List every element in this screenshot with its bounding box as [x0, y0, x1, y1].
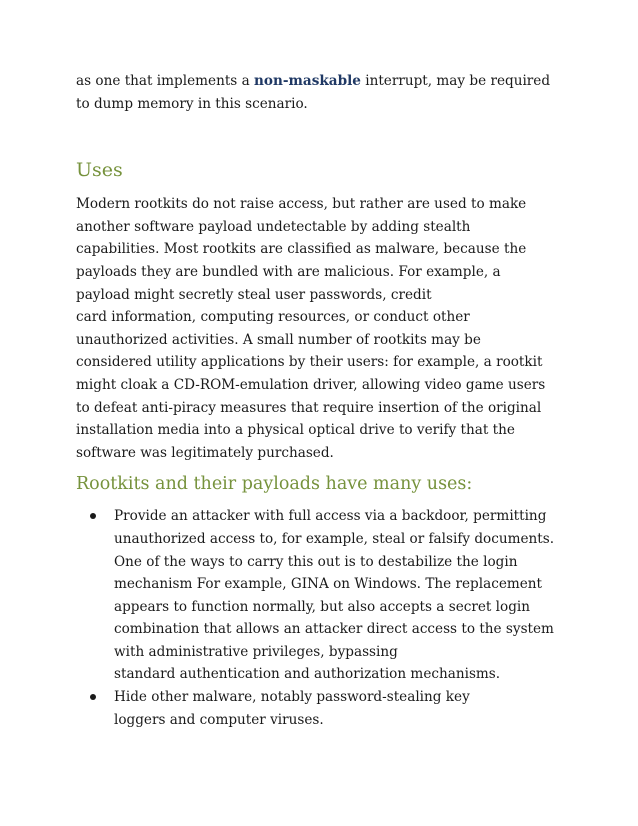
intro-line-1: as one that implements a non-maskable interrupt, may be required: [76, 73, 551, 89]
bullet-line: appears to function normally, but also accepts a secret login: [114, 598, 531, 615]
uses-heading: Uses: [76, 159, 123, 182]
uses-line: capabilities. Most rootkits are classified as malware, because the: [76, 241, 527, 258]
intro-line-2: to dump memory in this scenario.: [76, 95, 308, 112]
uses-line: Modern rootkits do not raise access, but rather are used to make: [76, 196, 527, 213]
bullet-icon: [90, 513, 96, 519]
uses-line: unauthorized activities. A small number of rootkits may be: [76, 331, 481, 348]
uses-line: payload might secretly steal user passwords, credit: [76, 286, 432, 303]
bullet-line: Hide other malware, notably password-stealing key: [114, 689, 470, 706]
uses-line: installation media into a physical optical drive to verify that the: [76, 422, 515, 439]
bullet-line: One of the ways to carry this out is to destabilize the login: [114, 553, 518, 570]
bullet-line: mechanism For example, GINA on Windows. The replacement: [114, 576, 543, 593]
non-maskable-term: non-maskable: [254, 73, 361, 89]
bullet-line: standard authentication and authorization mechanisms.: [114, 666, 501, 683]
payloads-heading: Rootkits and their payloads have many uses:: [76, 474, 473, 495]
uses-line: another software payload undetectable by adding stealth: [76, 218, 471, 235]
bullet-line: loggers and computer viruses.: [114, 711, 324, 728]
list-item: [114, 686, 576, 731]
uses-line: to defeat anti-piracy measures that require insertion of the original: [76, 399, 542, 416]
bullet-line: unauthorized access to, for example, steal or falsify documents.: [114, 530, 555, 547]
uses-paragraph: [76, 193, 576, 464]
uses-bullet-list: [76, 505, 576, 731]
bullet-line: with administrative privileges, bypassing: [114, 643, 398, 660]
bullet-icon: [90, 694, 96, 700]
uses-line: considered utility applications by their users: for example, a rootkit: [76, 354, 543, 371]
document-page: [76, 70, 576, 731]
uses-line: might cloak a CD-ROM-emulation driver, allowing video game users: [76, 376, 546, 393]
bullet-line: Provide an attacker with full access via a backdoor, permitting: [114, 508, 547, 525]
uses-line: payloads they are bundled with are malicious. For example, a: [76, 263, 501, 280]
bullet-line: combination that allows an attacker direct access to the system: [114, 621, 554, 638]
intro-paragraph: [76, 70, 576, 115]
uses-line: card information, computing resources, or conduct other: [76, 309, 470, 326]
list-item: [114, 505, 576, 686]
uses-line: software was legitimately purchased.: [76, 444, 334, 461]
